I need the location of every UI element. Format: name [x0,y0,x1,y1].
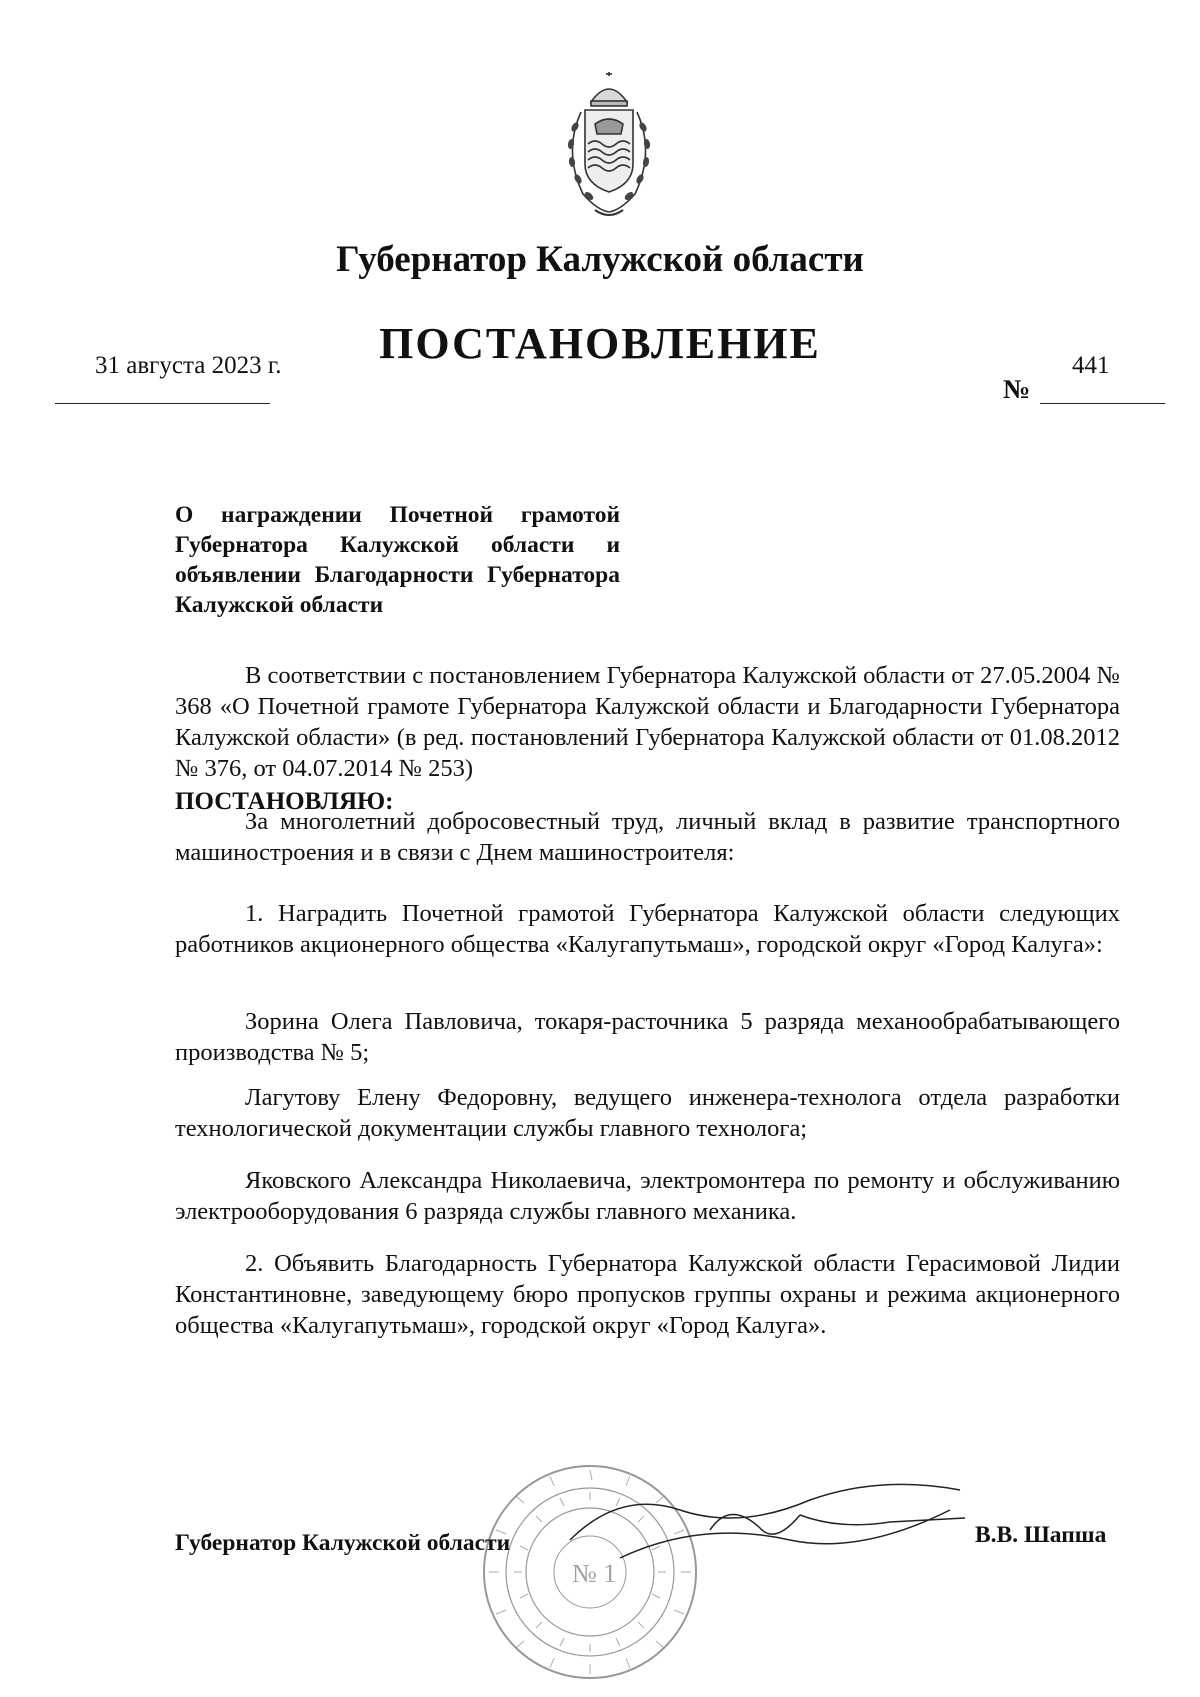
handwritten-signature [560,1470,980,1580]
item-1-paragraph: 1. Наградить Почетной грамотой Губернатора Калужской области следующих работников акционерного общества «Калугапутьмаш», городской округ «Город Калуга»: [175,900,1120,958]
date-underline [55,403,270,404]
legal-basis-paragraph: В соответствии с постановлением Губернатора Калужской области от 27.05.2004 № 368 «О Почетной грамоте Губернатора Калужской области и Благодарности Губернатора Калужской области» (в ред. постановлений Губернатора Калужской области от 01.08.2012 № 376, от 04.07.2014 № 253) [175,662,1120,782]
awardee-1: Зорина Олега Павловича, токаря-расточника 5 разряда механообрабатывающего производства № 5; [175,1008,1120,1066]
number-sign: № [1003,374,1031,404]
document-subject: О награждении Почетной грамотой Губернатора Калужской области и объявлении Благодарности Губернатора Калужской области [175,502,620,618]
document-type: ПОСТАНОВЛЕНИЕ [379,319,821,368]
awardee-2: Лагутову Елену Федоровну, ведущего инженера-технолога отдела разработки технологической документации службы главного технолога; [175,1084,1120,1142]
item-2-paragraph: 2. Объявить Благодарность Губернатора Калужской области Герасимовой Лидии Константиновне, заведующему бюро пропусков группы охраны и режима акционерного общества «Калугапутьмаш», городской округ «Город Калуга». [175,1250,1120,1339]
resolve-heading: ПОСТАНОВЛЯЮ: [175,788,394,815]
document-number: 441 [1072,352,1110,379]
preamble-paragraph: За многолетний добросовестный труд, личный вклад в развитие транспортного машиностроения и в связи с Днем машиностроителя: [175,808,1120,866]
awardee-3: Яковского Александра Николаевича, электромонтера по ремонту и обслуживанию электрооборудования 6 разряда службы главного механика. [175,1167,1120,1225]
signatory-name: В.В. Шапша [975,1522,1107,1548]
coat-of-arms-emblem [555,72,663,222]
signatory-position: Губернатор Калужской области [175,1530,511,1556]
issuer-title: Губернатор Калужской области [336,239,864,280]
document-date: 31 августа 2023 г. [95,352,282,379]
svg-text:№ 1: № 1 [572,1559,617,1588]
number-underline [1040,403,1165,404]
